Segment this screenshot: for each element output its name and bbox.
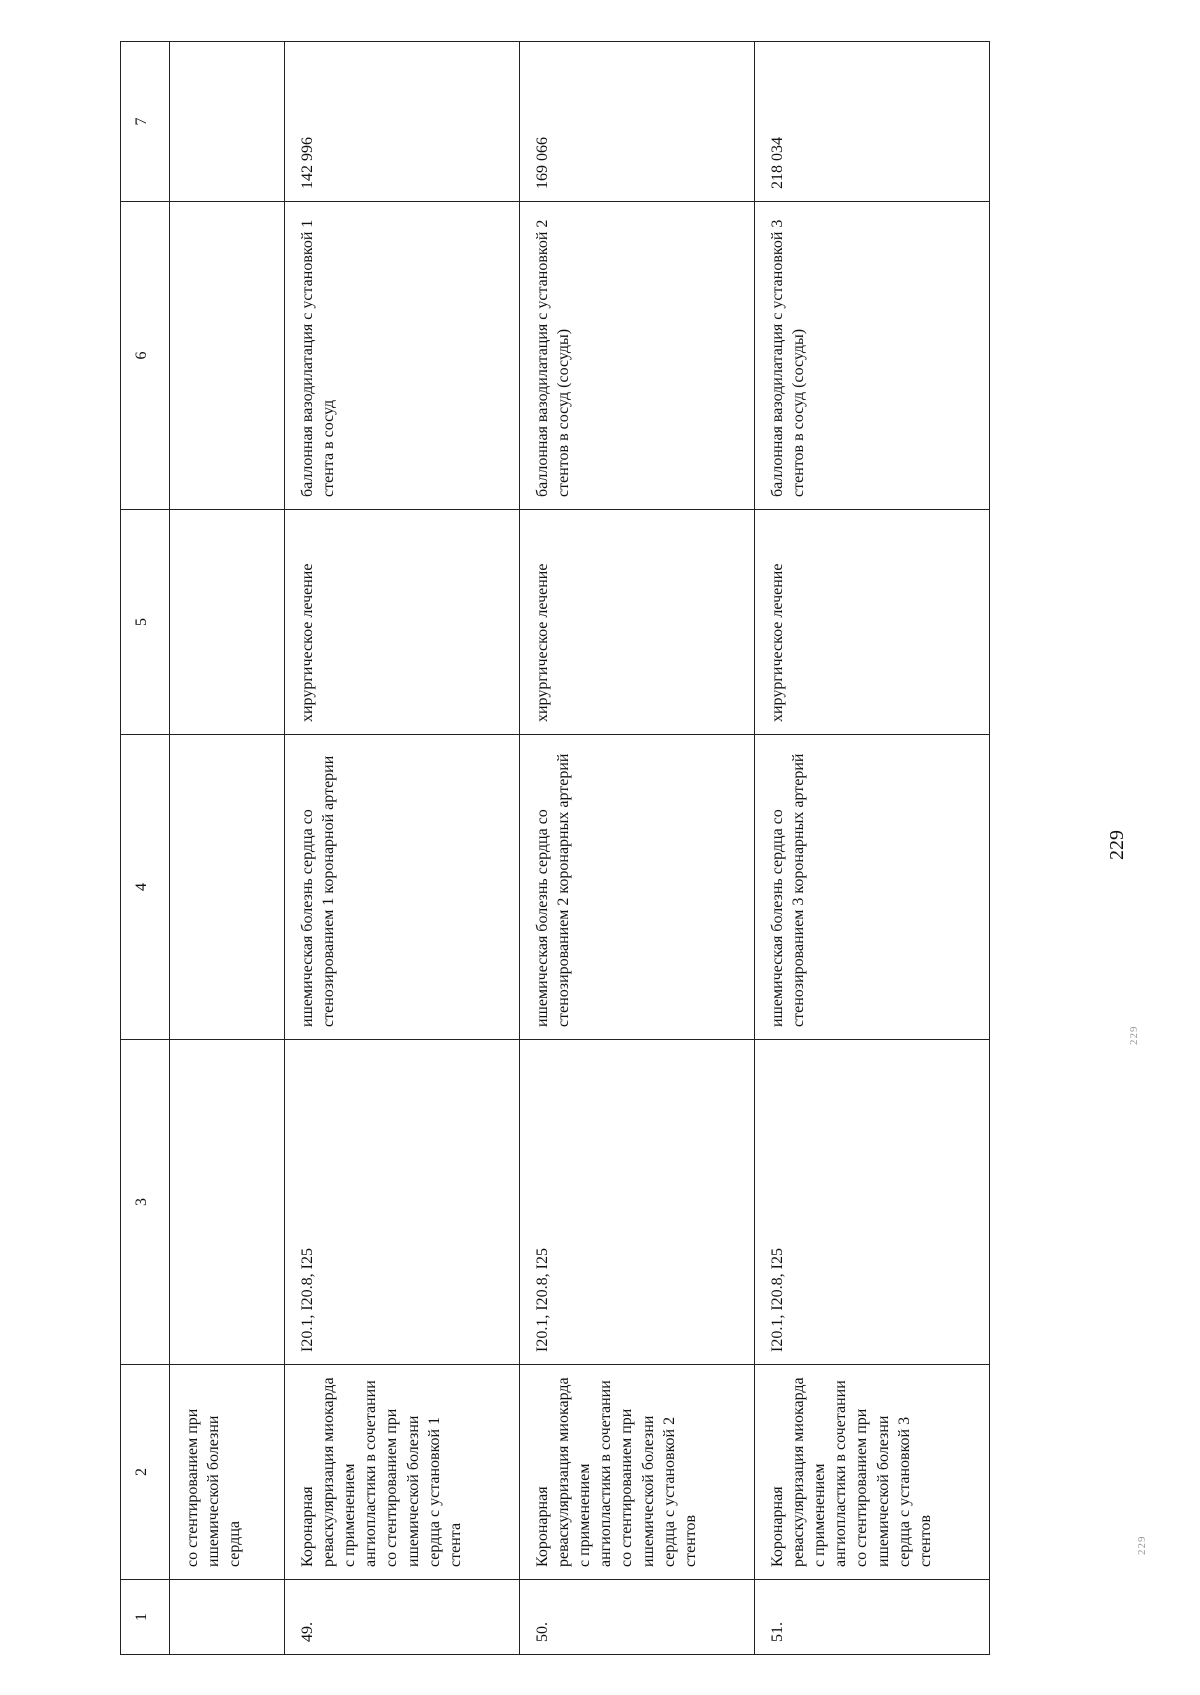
treatment-type-cell <box>170 510 285 735</box>
diagnosis-cell <box>170 735 285 1040</box>
icd-codes-cell: I20.1, I20.8, I25 <box>520 1040 755 1365</box>
column-number-row <box>121 42 170 1655</box>
table-row <box>285 42 520 1655</box>
diagnosis-cell: ишемическая болезнь сердца со стенозированием 3 коронарных артерий <box>755 735 990 1040</box>
row-number-cell: 50. <box>520 1580 755 1655</box>
cost-cell <box>170 42 285 202</box>
procedure-name-cell: со стентированием при ишемической болезни сердца <box>170 1365 285 1580</box>
procedure-name-cell: Коронарная реваскуляризация миокарда с применением ангиопластики в сочетании со стентированием при ишемической болезни сердца с установкой 3 стентов <box>755 1365 990 1580</box>
treatment-type-cell: хирургическое лечение <box>285 510 520 735</box>
column-number-3: 3 <box>121 1040 170 1365</box>
column-number-5: 5 <box>121 510 170 735</box>
procedure-name-cell: Коронарная реваскуляризация миокарда с применением ангиопластики в сочетании со стентированием при ишемической болезни сердца с установкой 2 стентов <box>520 1365 755 1580</box>
cost-cell: 218 034 <box>755 42 990 202</box>
table-row <box>755 42 990 1655</box>
column-number-1: 1 <box>121 1580 170 1655</box>
method-cell: баллонная вазодилатация с установкой 2 стентов в сосуд (сосуды) <box>520 202 755 510</box>
method-cell: баллонная вазодилатация с установкой 1 стента в сосуд <box>285 202 520 510</box>
method-cell <box>170 202 285 510</box>
row-number-cell: 49. <box>285 1580 520 1655</box>
diagnosis-cell: ишемическая болезнь сердца со стенозированием 2 коронарных артерий <box>520 735 755 1040</box>
treatment-type-cell: хирургическое лечение <box>520 510 755 735</box>
row-number-cell <box>170 1580 285 1655</box>
procedure-name-cell: Коронарная реваскуляризация миокарда с применением ангиопластики в сочетании со стентированием при ишемической болезни сердца с установкой 1 стента <box>285 1365 520 1580</box>
table-row <box>520 42 755 1655</box>
column-number-6: 6 <box>121 202 170 510</box>
margin-mark: 229 <box>1128 1025 1140 1045</box>
page-number: 229 <box>1106 830 1128 860</box>
column-number-2: 2 <box>121 1365 170 1580</box>
services-table <box>120 41 990 1655</box>
cost-cell: 169 066 <box>520 42 755 202</box>
column-number-4: 4 <box>121 735 170 1040</box>
icd-codes-cell <box>170 1040 285 1365</box>
icd-codes-cell: I20.1, I20.8, I25 <box>755 1040 990 1365</box>
margin-mark: 229 <box>1136 1535 1148 1555</box>
row-number-cell: 51. <box>755 1580 990 1655</box>
table-row <box>170 42 285 1655</box>
treatment-type-cell: хирургическое лечение <box>755 510 990 735</box>
cost-cell: 142 996 <box>285 42 520 202</box>
icd-codes-cell: I20.1, I20.8, I25 <box>285 1040 520 1365</box>
column-number-7: 7 <box>121 42 170 202</box>
diagnosis-cell: ишемическая болезнь сердца со стенозированием 1 коронарной артерии <box>285 735 520 1040</box>
method-cell: баллонная вазодилатация с установкой 3 стентов в сосуд (сосуды) <box>755 202 990 510</box>
